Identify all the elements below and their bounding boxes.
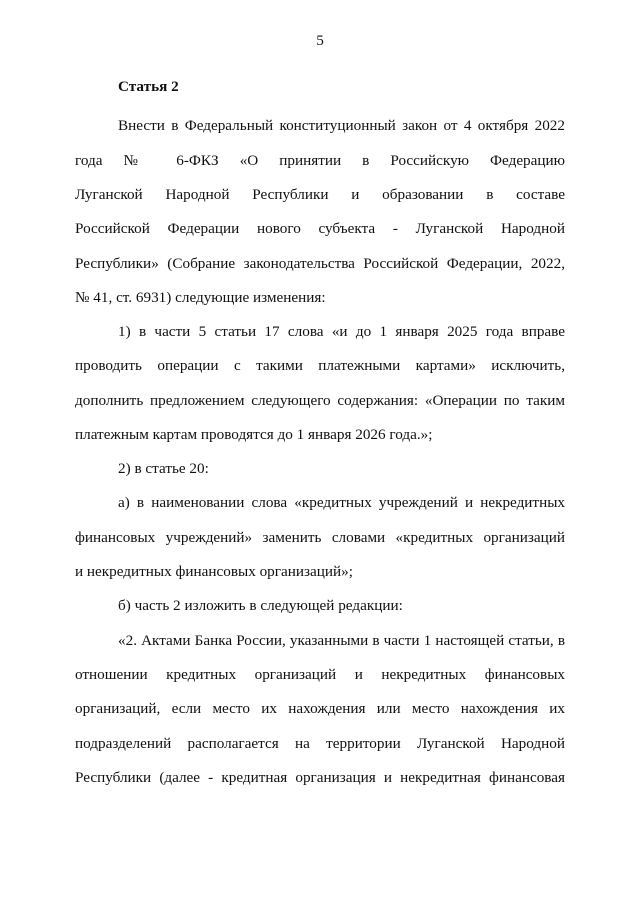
paragraph-line: и некредитных финансовых организаций»;: [75, 563, 353, 580]
article-heading: Статья 2: [118, 78, 179, 95]
paragraph-line: организаций, если место их нахождения или место нахождения их: [75, 700, 565, 717]
paragraph-line: дополнить предложением следующего содержания: «Операции по таким: [75, 392, 565, 409]
paragraph-line: Российской Федерации нового субъекта - Луганской Народной: [75, 220, 565, 237]
paragraph-line: отношении кредитных организаций и некредитных финансовых: [75, 666, 565, 683]
paragraph-line: года № 6-ФКЗ «О принятии в Российскую Федерацию: [75, 152, 565, 169]
paragraph-line: б) часть 2 изложить в следующей редакции:: [118, 597, 403, 614]
paragraph-line: Республики» (Собрание законодательства Российской Федерации, 2022,: [75, 255, 565, 272]
paragraph-line: Внести в Федеральный конституционный закон от 4 октября 2022: [118, 117, 565, 134]
paragraph-line: подразделений располагается на территории Луганской Народной: [75, 735, 565, 752]
paragraph-line: проводить операции с такими платежными картами» исключить,: [75, 357, 565, 374]
paragraph-line: Республики (далее - кредитная организация и некредитная финансовая: [75, 769, 565, 786]
paragraph-line: финансовых учреждений» заменить словами «кредитных организаций: [75, 529, 565, 546]
paragraph-line: Луганской Народной Республики и образовании в составе: [75, 186, 565, 203]
paragraph-line: 2) в статье 20:: [118, 460, 209, 477]
paragraph-line: «2. Актами Банка России, указанными в части 1 настоящей статьи, в: [118, 632, 565, 649]
page-number: 5: [316, 32, 324, 49]
paragraph-line: а) в наименовании слова «кредитных учреждений и некредитных: [118, 494, 565, 511]
paragraph-line: платежным картам проводятся до 1 января 2026 года.»;: [75, 426, 433, 443]
paragraph-line: 1) в части 5 статьи 17 слова «и до 1 января 2025 года вправе: [118, 323, 565, 340]
paragraph-line: № 41, ст. 6931) следующие изменения:: [75, 289, 326, 306]
